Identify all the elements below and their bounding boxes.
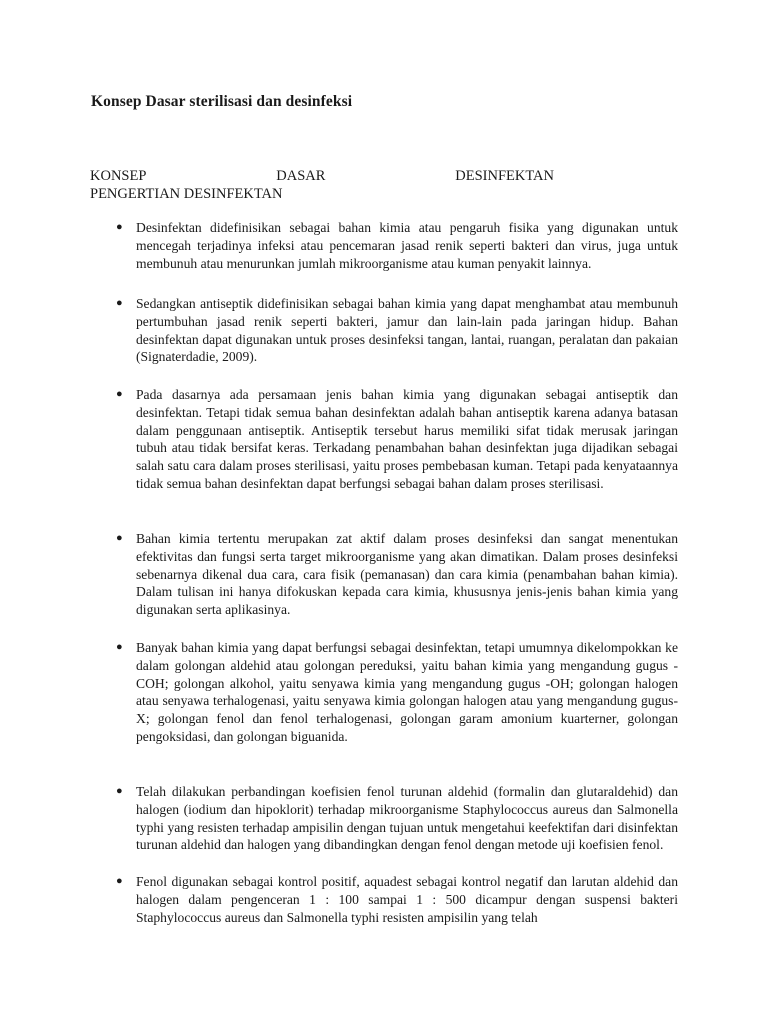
paragraph-2: Sedangkan antiseptik didefinisikan sebagai bahan kimia yang dapat menghambat atau membunuh pertumbuhan jasad renik seperti bakteri, jamur dan lain-lain pada jaringan hidup. Bahan desinfektan dapat digunakan untuk proses desinfeksi tangan, lantai, ruangan, peralatan dan pakaian (Signaterdadie, 2009). — [136, 296, 678, 365]
bullet-icon: ● — [116, 641, 123, 653]
paragraph-4: Bahan kimia tertentu merupakan zat aktif dalam proses desinfeksi dan sangat menentukan efektivitas dan fungsi serta target mikroorganisme yang akan dimatikan. Dalam proses desinfeksi sebenarnya dikenal dua cara, cara fisik (pemanasan) dan cara kimia (penambahan bahan kimia). Dalam tulisan ini hanya difokuskan kepada cara kimia, khususnya jenis-jenis bahan kimia yang digunakan serta aplikasinya. — [136, 531, 678, 618]
heading-word-dasar: DASAR — [276, 168, 326, 184]
bullet-icon: ● — [116, 297, 123, 309]
section-heading — [90, 167, 554, 185]
bullet-icon: ● — [116, 221, 123, 233]
bullet-icon: ● — [116, 532, 123, 544]
bullet-icon: ● — [116, 388, 123, 400]
bullet-icon: ● — [116, 875, 123, 887]
paragraph-7: Fenol digunakan sebagai kontrol positif, aquadest sebagai kontrol negatif dan larutan aldehid dan halogen dalam pengenceran 1 : 100 sampai 1 : 500 dicampur dengan suspensi bakteri Staphylococcus aureus dan Salmonella typhi resisten ampisilin yang telah — [136, 874, 678, 925]
paragraph-1: Desinfektan didefinisikan sebagai bahan kimia atau pengaruh fisika yang digunakan untuk mencegah terjadinya infeksi atau pencemaran jasad renik seperti bakteri dan virus, juga untuk membunuh atau menurunkan jumlah mikroorganisme atau kuman penyakit lainnya. — [136, 220, 678, 271]
section-subheading: PENGERTIAN DESINFEKTAN — [90, 186, 283, 202]
heading-word-konsep: KONSEP — [90, 168, 147, 184]
heading-word-desinfektan: DESINFEKTAN — [455, 168, 554, 184]
bullet-icon: ● — [116, 785, 123, 797]
document-title: Konsep Dasar sterilisasi dan desinfeksi — [91, 93, 353, 110]
paragraph-6: Telah dilakukan perbandingan koefisien fenol turunan aldehid (formalin dan glutaraldehid) dan halogen (iodium dan hipoklorit) terhadap mikroorganisme Staphylococcus aureus dan Salmonella typhi yang resisten terhadap ampisilin dengan tujuan untuk mengetahui keefektifan dari disinfektan turunan aldehid dan halogen yang dibandingkan dengan fenol dengan metode uji koefisien fenol. — [136, 784, 678, 853]
paragraph-3: Pada dasarnya ada persamaan jenis bahan kimia yang digunakan sebagai antiseptik dan desinfektan. Tetapi tidak semua bahan desinfektan adalah bahan antiseptik karena adanya batasan dalam penggunaan antiseptik. Antiseptik tersebut harus memiliki sifat tidak merusak jaringan tubuh atau tidak bersifat keras. Terkadang penambahan bahan desinfektan juga dijadikan sebagai salah satu cara dalam proses sterilisasi, yaitu proses pembebasan kuman. Tetapi pada kenyataannya tidak semua bahan desinfektan dapat berfungsi sebagai bahan dalam proses sterilisasi. — [136, 387, 678, 491]
paragraph-5: Banyak bahan kimia yang dapat berfungsi sebagai desinfektan, tetapi umumnya dikelompokkan ke dalam golongan aldehid atau golongan pereduksi, yaitu bahan kimia yang mengandung gugus -COH; golongan alkohol, yaitu senyawa kimia yang mengandung gugus -OH; golongan halogen atau senyawa terhalogenasi, yaitu senyawa kimia golongan halogen atau yang mengandung gugus-X; golongan fenol dan fenol terhalogenasi, golongan garam amonium kuarterner, golongan pengoksidasi, dan golongan biguanida. — [136, 640, 678, 744]
